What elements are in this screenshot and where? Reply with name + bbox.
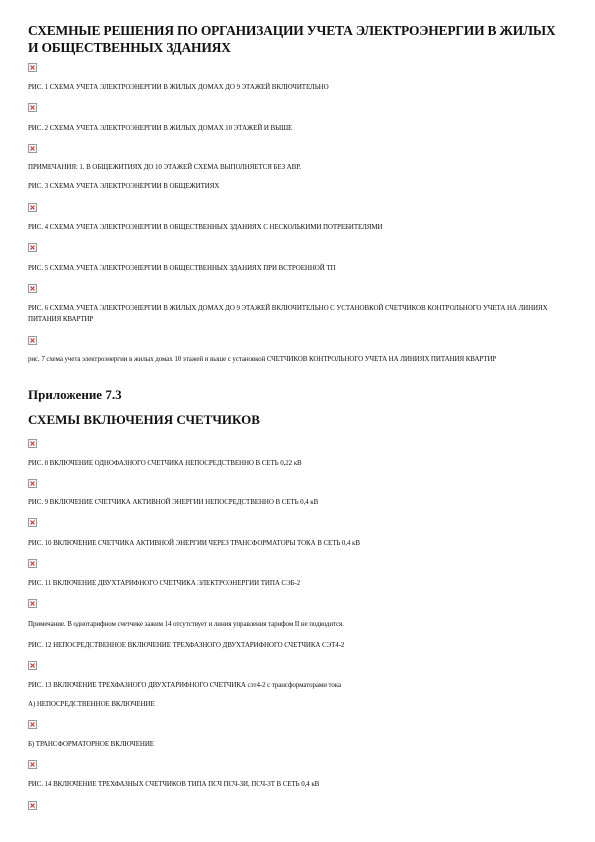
figure-caption: РИС. 3 СХЕМА УЧЕТА ЭЛЕКТРОЭНЕРГИИ В ОБЩЕЖИТИЯХ	[28, 182, 220, 190]
broken-image-icon	[28, 144, 37, 153]
broken-image-icon	[28, 661, 37, 670]
figure-caption: РИС. 5 СХЕМА УЧЕТА ЭЛЕКТРОЭНЕРГИИ В ОБЩЕСТВЕННЫХ ЗДАНИЯХ ПРИ ВСТРОЕННОЙ ТП	[28, 264, 336, 272]
broken-image-icon	[28, 720, 37, 729]
figure-caption: РИС. 2 СХЕМА УЧЕТА ЭЛЕКТРОЭНЕРГИИ В ЖИЛЫХ ДОМАХ 10 ЭТАЖЕЙ И ВЫШЕ	[28, 124, 293, 132]
figure-caption: РИС. 9 ВКЛЮЧЕНИЕ СЧЕТЧИКА АКТИВНОЙ ЭНЕРГИИ НЕПОСРЕДСТВЕННО В СЕТЬ 0,4 кВ	[28, 498, 319, 506]
document-title: СХЕМНЫЕ РЕШЕНИЯ ПО ОРГАНИЗАЦИИ УЧЕТА ЭЛЕКТРОЭНЕРГИИ В ЖИЛЫХ И ОБЩЕСТВЕННЫХ ЗДАНИЯХ	[28, 23, 556, 55]
broken-image-icon	[28, 439, 37, 448]
figure-caption: РИС. 10 ВКЛЮЧЕНИЕ СЧЕТЧИКА АКТИВНОЙ ЭНЕРГИИ ЧЕРЕЗ ТРАНСФОРМАТОРЫ ТОКА В СЕТЬ 0,4 кВ	[28, 539, 360, 547]
broken-image-icon	[28, 203, 37, 212]
broken-image-icon	[28, 559, 37, 568]
subfigure-caption: Б) ТРАНСФОРМАТОРНОЕ ВКЛЮЧЕНИЕ	[28, 740, 154, 748]
figure-caption: РИС. 14 ВКЛЮЧЕНИЕ ТРЕХФАЗНЫХ СЧЕТЧИКОВ ТИПА ПСЧ ПСЧ-3И, ПСЧ-3Т В СЕТЬ 0,4 кВ	[28, 780, 320, 788]
broken-image-icon	[28, 336, 37, 345]
appendix-heading: Приложение 7.3	[28, 387, 122, 402]
note-text: ПРИМЕЧАНИЯ: 1. В ОБЩЕЖИТИЯХ ДО 10 ЭТАЖЕЙ СХЕМА ВЫПОЛНЯЕТСЯ БЕЗ АВР.	[28, 163, 301, 171]
broken-image-icon	[28, 284, 37, 293]
figure-caption: рис. 7 схема учета электроэнергии в жилых домах 10 этажей и выше с установкой СЧЕТЧИКОВ КОНТРОЛЬНОГО УЧЕТА НА ЛИНИЯХ ПИТАНИЯ КВАРТИР	[28, 355, 497, 363]
broken-image-icon	[28, 243, 37, 252]
broken-image-icon	[28, 760, 37, 769]
broken-image-icon	[28, 518, 37, 527]
broken-image-icon	[28, 801, 37, 810]
figure-caption: РИС. 8 ВКЛЮЧЕНИЕ ОДНОФАЗНОГО СЧЕТЧИКА НЕПОСРЕДСТВЕННО В СЕТЬ 0,22 кВ	[28, 459, 302, 467]
figure-caption: РИС. 1 СХЕМА УЧЕТА ЭЛЕКТРОЭНЕРГИИ В ЖИЛЫХ ДОМАХ ДО 9 ЭТАЖЕЙ ВКЛЮЧИТЕЛЬНО	[28, 83, 329, 91]
figure-caption: РИС. 6 СХЕМА УЧЕТА ЭЛЕКТРОЭНЕРГИИ В ЖИЛЫХ ДОМАХ ДО 9 ЭТАЖЕЙ ВКЛЮЧИТЕЛЬНО С УСТАНОВКОЙ СЧЕТЧИКОВ КОНТРОЛЬНОГО УЧЕТА НА ЛИНИЯХ ПИТАНИЯ КВАРТИР	[28, 304, 548, 323]
figure-caption: РИС. 4 СХЕМА УЧЕТА ЭЛЕКТРОЭНЕРГИИ В ОБЩЕСТВЕННЫХ ЗДАНИЯХ С НЕСКОЛЬКИМИ ПОТРЕБИТЕЛЯМИ	[28, 223, 383, 231]
subfigure-caption: А) НЕПОСРЕДСТВЕННОЕ ВКЛЮЧЕНИЕ	[28, 700, 155, 708]
section-heading: СХЕМЫ ВКЛЮЧЕНИЯ СЧЕТЧИКОВ	[28, 412, 260, 427]
figure-caption: РИС. 11 ВКЛЮЧЕНИЕ ДВУХТАРИФНОГО СЧЕТЧИКА ЭЛЕКТРОЭНЕРГИИ ТИПА СЭБ-2	[28, 579, 301, 587]
broken-image-icon	[28, 103, 37, 112]
broken-image-icon	[28, 599, 37, 608]
figure-caption: РИС. 12 НЕПОСРЕДСТВЕННОЕ ВКЛЮЧЕНИЕ ТРЕХФАЗНОГО ДВУХТАРИФНОГО СЧЕТЧИКА СЭТ4-2	[28, 641, 345, 649]
broken-image-icon	[28, 479, 37, 488]
figure-caption: РИС. 13 ВКЛЮЧЕНИЕ ТРЕХФАЗНОГО ДВУХТАРИФНОГО СЧЕТЧИКА сэт4-2 с трансформаторами тока	[28, 681, 341, 689]
note-text: Примечание. В однотарифном счетчике зажим 14 отсутствует и линия управления тарифом II не подводится.	[28, 620, 344, 628]
broken-image-icon	[28, 63, 37, 72]
